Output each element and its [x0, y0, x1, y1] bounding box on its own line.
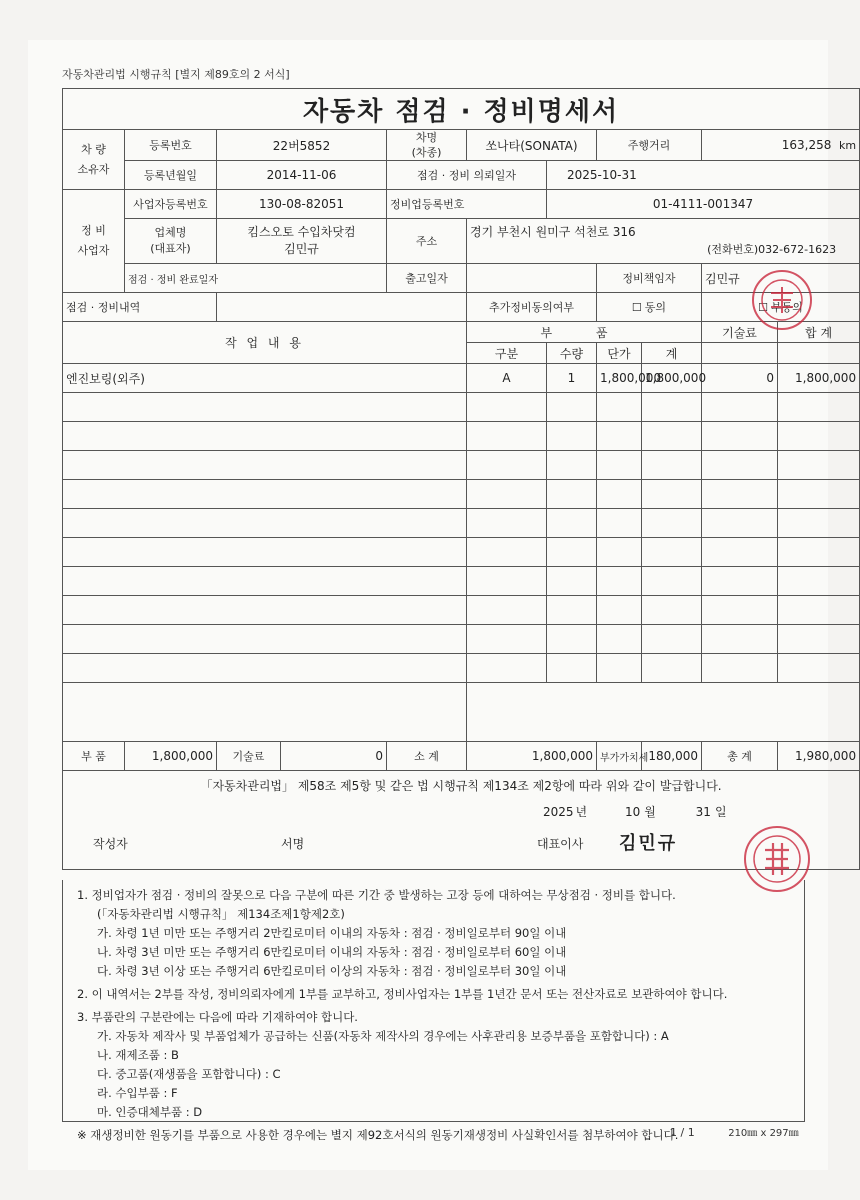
note-line: 2. 이 내역서는 2부를 작성, 정비의뢰자에게 1부를 교부하고, 정비사업자는 1부를 1년간 문서 또는 전산자료로 보관하여야 합니다.	[77, 987, 728, 1001]
biz-no-label: 사업자등록번호	[125, 190, 217, 219]
reg-no-label: 등록번호	[125, 130, 217, 161]
totals-tech-value: 0	[281, 742, 387, 771]
disagree-option[interactable]: ☐ 부동의	[702, 293, 860, 322]
note-line: 가. 차령 1년 미만 또는 주행거리 2만킬로미터 이내의 자동차 : 점검 · 정비일로부터 90일 이내	[97, 926, 567, 940]
note-line: 나. 재제조품 : B	[97, 1048, 179, 1062]
empty-row	[63, 567, 860, 596]
item-type: A	[467, 364, 547, 393]
sub-price-header: 단가	[597, 343, 642, 364]
sub-qty-header: 수량	[547, 343, 597, 364]
ceo-signature: 김민규	[619, 833, 678, 854]
sum-header: 합 계	[778, 322, 860, 343]
shop-no-value: 01-4111-001347	[547, 190, 860, 219]
empty-row	[63, 509, 860, 538]
empty-row	[63, 654, 860, 683]
request-date-label: 점검 · 정비 의뢰일자	[387, 161, 547, 190]
issue-block	[63, 771, 860, 870]
totals-subtotal-label: 소 계	[387, 742, 467, 771]
note-line: 1. 정비업자가 점검 · 정비의 잘못으로 다음 구분에 따른 기간 중 발생하는 고장 등에 대하여는 무상점검 · 정비를 합니다.	[77, 888, 676, 902]
item-qty: 1	[547, 364, 597, 393]
totals-subtotal-value: 1,800,000	[467, 742, 597, 771]
item-work: 엔진보링(외주)	[63, 364, 467, 393]
sign-label: 서명	[281, 837, 305, 851]
note-line: ※ 재생정비한 원동기를 부품으로 사용한 경우에는 별지 제92호서식의 원동기재생정비 사실확인서를 첨부하여야 합니다.	[77, 1128, 679, 1142]
agree-checkbox-icon[interactable]: ☐	[631, 301, 642, 314]
release-date-value	[467, 264, 597, 293]
inspection-value	[217, 293, 467, 322]
address-text: 경기 부천시 원미구 석천로 316	[470, 225, 636, 239]
empty-row	[63, 596, 860, 625]
note-line: 마. 인증대체부품 : D	[97, 1105, 203, 1119]
representative-name: 김민규	[284, 242, 319, 256]
totals-tech-label: 기술료	[217, 742, 281, 771]
agree-option[interactable]: ☐ 동의	[597, 293, 702, 322]
empty-row	[63, 625, 860, 654]
note-line: (「자동차관리법 시행규칙」 제134조제1항제2호)	[97, 907, 345, 921]
business-section-label: 정 비 사업자	[63, 190, 125, 293]
note-line: 라. 수입부품 : F	[97, 1086, 178, 1100]
work-header: 작 업 내 용	[63, 322, 467, 364]
totals-parts-label: 부 품	[63, 742, 125, 771]
totals-total-value: 1,980,000	[778, 742, 860, 771]
company-name: 킴스오토 수입차닷컴	[247, 225, 356, 239]
reg-no-value: 22버5852	[217, 130, 387, 161]
totals-vat-value: 180,000	[642, 742, 702, 771]
inspection-label: 점검 · 정비내역	[63, 293, 217, 322]
seal-icon	[759, 277, 805, 323]
ceo-label: 대표이사	[537, 837, 584, 851]
empty-row	[63, 683, 860, 742]
item-sum: 1,800,000	[778, 364, 860, 393]
issue-date: 2025 년 10 월 31 일	[543, 805, 727, 819]
phone-text: (전화번호)032-672-1623	[707, 243, 837, 256]
empty-row	[63, 451, 860, 480]
tech-sub-empty	[702, 343, 778, 364]
car-name-label: 차명 (차종)	[387, 130, 467, 161]
company-seal-stamp	[752, 270, 812, 330]
note-line: 가. 자동차 제작사 및 부품업체가 공급하는 신품(자동차 제작사의 경우에는 사후관리용 보증부품을 포함합니다) : A	[97, 1029, 669, 1043]
address-value	[467, 219, 860, 264]
page-footer	[670, 1124, 799, 1139]
empty-row	[63, 480, 860, 509]
note-line: 다. 중고품(재생품을 포함합니다) : C	[97, 1067, 281, 1081]
sum-sub-empty	[778, 343, 860, 364]
empty-row	[63, 393, 860, 422]
item-tech: 0	[702, 364, 778, 393]
mileage-label: 주행거리	[597, 130, 702, 161]
release-date-label: 출고일자	[387, 264, 467, 293]
car-name-value: 쏘나타(SONATA)	[467, 130, 597, 161]
page-number: 1 / 1	[670, 1126, 695, 1139]
reg-date-label: 등록년월일	[125, 161, 217, 190]
empty-row	[63, 422, 860, 451]
manager-value: 김민규	[702, 264, 860, 293]
page-title: 자동차 점검 · 정비명세서	[63, 89, 860, 130]
owner-section-label: 차 량 소유자	[63, 130, 125, 190]
note-line: 나. 차령 3년 미만 또는 주행거리 6만킬로미터 이내의 자동차 : 점검 · 정비일로부터 60일 이내	[97, 945, 567, 959]
shop-no-label: 정비업등록번호	[387, 190, 547, 219]
empty-row	[63, 538, 860, 567]
company-label: 업체명 (대표자)	[125, 219, 217, 264]
item-total: 1,800,000	[642, 364, 702, 393]
totals-row	[63, 742, 860, 771]
form-reference: 자동차관리법 시행규칙 [별지 제89호의 2 서식]	[62, 68, 290, 81]
item-price: 1,800,000	[597, 364, 642, 393]
company-value	[217, 219, 387, 264]
paper-size: 210㎜ x 297㎜	[728, 1128, 799, 1139]
mileage-value: 163,258 km	[702, 130, 860, 161]
maintenance-statement-table	[62, 88, 860, 870]
address-label: 주소	[387, 219, 467, 264]
totals-vat-label: 부가가치세	[597, 742, 642, 771]
note-line: 다. 차령 3년 이상 또는 주행거리 6만킬로미터 이상의 자동차 : 점검 · 정비일로부터 30일 이내	[97, 964, 567, 978]
seal-icon	[751, 833, 803, 885]
totals-parts-value: 1,800,000	[125, 742, 217, 771]
sub-type-header: 구분	[467, 343, 547, 364]
writer-label: 작성자	[93, 837, 128, 851]
table-row	[63, 364, 860, 393]
tech-header: 기술료	[702, 322, 778, 343]
issue-statement: 「자동차관리법」 제58조 제5항 및 같은 법 시행규칙 제134조 제2항에 따라 위와 같이 발급합니다.	[200, 779, 722, 793]
sub-total-header: 계	[642, 343, 702, 364]
biz-no-value: 130-08-82051	[217, 190, 387, 219]
disagree-checkbox-icon[interactable]: ☐	[758, 301, 769, 314]
reg-date-value: 2014-11-06	[217, 161, 387, 190]
note-line: 3. 부품란의 구분란에는 다음에 따라 기재하여야 합니다.	[77, 1010, 358, 1024]
request-date-value: 2025-10-31	[547, 161, 860, 190]
consent-label: 추가정비동의여부	[467, 293, 597, 322]
manager-label: 정비책임자	[597, 264, 702, 293]
ceo-seal-stamp	[744, 826, 810, 892]
complete-date-label: 점검 · 정비 완료일자	[125, 264, 387, 293]
parts-header: 부 품	[467, 322, 702, 343]
totals-total-label: 총 계	[702, 742, 778, 771]
